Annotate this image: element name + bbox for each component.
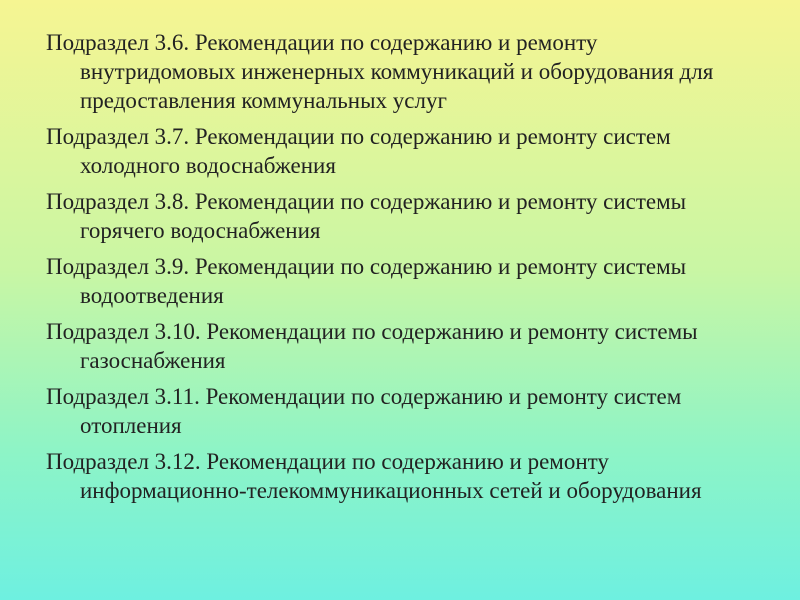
subsection-item-3-10: Подраздел 3.10. Рекомендации по содержанию и ремонту системы газоснабжения [46, 319, 698, 373]
subsection-item-3-8: Подраздел 3.8. Рекомендации по содержанию и ремонту системы горячего водоснабжения [46, 189, 687, 243]
subsection-item-3-11: Подраздел 3.11. Рекомендации по содержанию и ремонту систем отопления [46, 384, 682, 438]
subsection-item-3-6: Подраздел 3.6. Рекомендации по содержанию и ремонту внутридомовых инженерных коммуникаций и оборудования для предоставления коммунальных услуг [46, 30, 714, 113]
subsection-item-3-12: Подраздел 3.12. Рекомендации по содержанию и ремонту информационно-телекоммуникационных сетей и оборудования [46, 449, 702, 503]
subsection-item-3-9: Подраздел 3.9. Рекомендации по содержанию и ремонту системы водоотведения [46, 254, 687, 308]
subsection-item-3-7: Подраздел 3.7. Рекомендации по содержанию и ремонту систем холодного водоснабжения [46, 124, 671, 178]
subsection-list [46, 28, 740, 505]
